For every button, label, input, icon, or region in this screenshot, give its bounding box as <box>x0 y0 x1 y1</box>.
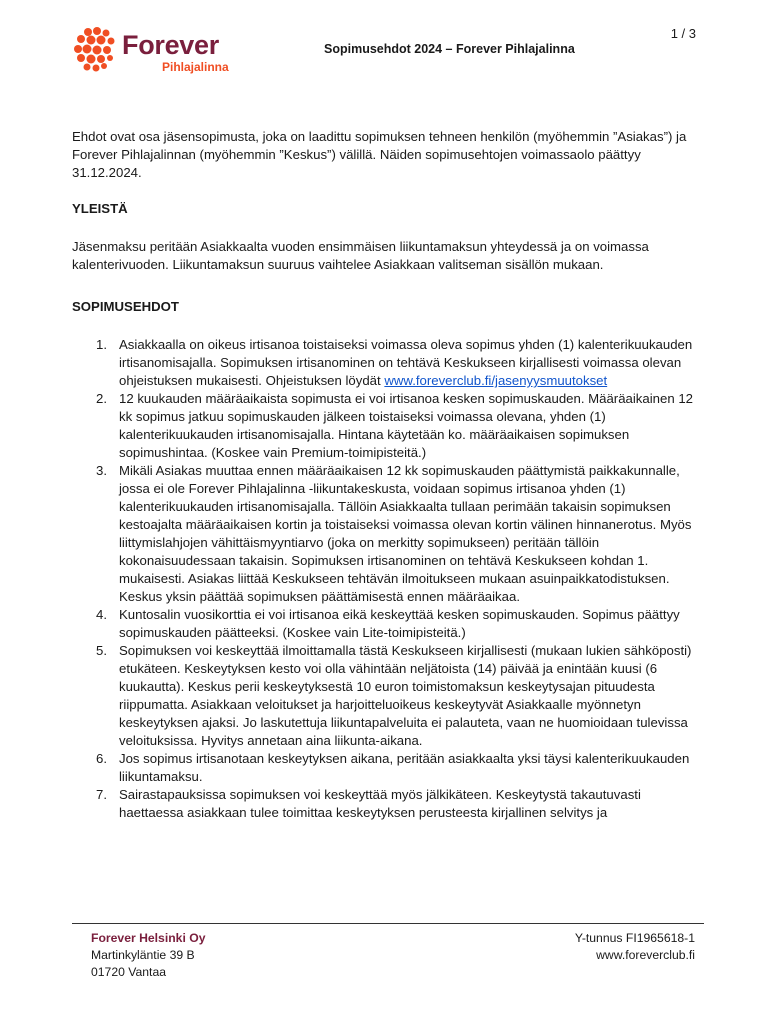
intro-paragraph: Ehdot ovat osa jäsensopimusta, joka on laadittu sopimuksen tehneen henkilön (myöhemmin ”Asiakas”) ja Forever Pihlajalinnan (myöhemmin ”Keskus”) välillä. Näiden sopimusehtojen voimassaolo päättyy 31.12.2024. <box>72 129 687 180</box>
list-item-number: 3. <box>96 463 107 478</box>
list-item <box>72 390 698 462</box>
footer-company-name: Forever Helsinki Oy <box>91 931 206 945</box>
list-item-text: Asiakkaalla on oikeus irtisanoa toistaiseksi voimassa oleva sopimus yhden (1) kalenterikuukauden irtisanomisajalla. Sopimuksen irtisanominen on tehtävä Keskukseen kirjallisesti voimassa olevan ohjeistuksen mukaisesti. Ohjeistuksen löydät <box>119 337 693 388</box>
membership-changes-link[interactable]: www.foreverclub.fi/jasenyysmuutokset <box>384 373 608 388</box>
footer-address <box>91 930 205 981</box>
footer-divider <box>72 923 704 924</box>
list-item <box>72 606 698 642</box>
list-item-number: 4. <box>96 607 107 622</box>
list-item-number: 1. <box>96 337 107 352</box>
forever-logo <box>72 26 242 76</box>
section-heading-terms: SOPIMUSEHDOT <box>72 299 179 314</box>
list-item-text: 12 kuukauden määräaikaista sopimusta ei voi irtisanoa kesken sopimuskauden. Määräaikainen 12 kk sopimus jatkuu sopimuskauden jälkeen toistaiseksi voimassa olevana, yhden (1) kalenterikuukauden irtisanomisajalla. Hintana käytetään ko. määräaikaisen sopimuksen sopimushintaa. (Koskee vain Premium-toimipisteitä.) <box>119 391 693 460</box>
terms-list <box>72 336 698 822</box>
page-number: 1 / 3 <box>670 26 696 41</box>
list-item-text: Jos sopimus irtisanotaan keskeytyksen aikana, peritään asiakkaalta yksi täysi kalenterikuukauden liikuntamaksu. <box>119 751 690 784</box>
footer-business-id: Y-tunnus FI1965618-1 <box>574 931 695 945</box>
logo-brand-text: Forever <box>122 30 219 60</box>
logo-sub-text: Pihlajalinna <box>162 60 229 74</box>
footer-website: www.foreverclub.fi <box>596 948 695 962</box>
list-item-text: Sairastapauksissa sopimuksen voi keskeyttää myös jälkikäteen. Keskeytystä takautuvasti haettaessa asiakkaan tulee toimittaa keskeytyksen perusteesta kirjallinen selvitys ja <box>119 787 641 820</box>
list-item <box>72 462 698 606</box>
list-item <box>72 336 698 390</box>
section-heading-general: YLEISTÄ <box>72 201 128 216</box>
list-item-number: 6. <box>96 751 107 766</box>
list-item-text: Kuntosalin vuosikorttia ei voi irtisanoa eikä keskeyttää kesken sopimuskauden. Sopimus päättyy sopimuskauden päätteeksi. (Koskee vain Lite-toimipisteitä.) <box>119 607 680 640</box>
footer-info <box>575 930 695 964</box>
document-title: Sopimusehdot 2024 – Forever Pihlajalinna <box>324 42 575 56</box>
logo-dots-icon <box>72 26 120 74</box>
list-item-number: 2. <box>96 391 107 406</box>
list-item-text: Mikäli Asiakas muuttaa ennen määräaikaisen 12 kk sopimuskauden päättymistä paikkakunnalle, jossa ei ole Forever Pihlajalinna -liikuntakeskusta, voidaan sopimus irtisanoa yhden (1) kalenterikuukauden irtisanomisajalla. Tällöin Asiakkaalta tullaan perimään takaisin sopimuksen kestoajalta määräaikaisen kortin ja toistaiseksi voimassa olevan kortin välinen hinnanerotus. Myös liittymislahjojen vähittäismyyntiarvo (joka on merkitty sopimukseen) peritään tällöin kokonaisuudessaan takaisin. Sopimuksen irtisanominen on tehtävä Keskukseen kohdan 1. mukaisesti. Asiakas liittää Keskukseen tehtävän ilmoitukseen mukaan asuinpaikkatodistuksen. Keskus yksin päättää sopimuksen päättämisestä ennen määräaikaa. <box>119 463 692 604</box>
document-body <box>72 128 698 822</box>
list-item <box>72 786 698 822</box>
list-item-number: 5. <box>96 643 107 658</box>
footer-street: Martinkyläntie 39 B <box>91 948 195 962</box>
general-paragraph: Jäsenmaksu peritään Asiakkaalta vuoden ensimmäisen liikuntamaksun yhteydessä ja on voimassa kalenterivuoden. Liikuntamaksun suuruus vaihtelee Asiakkaan valitseman sisällön mukaan. <box>72 239 649 272</box>
list-item-text: Sopimuksen voi keskeyttää ilmoittamalla tästä Keskukseen kirjallisesti (mukaan lukien sähköposti) etukäteen. Keskeytyksen kesto voi olla vähintään neljätoista (14) päivää ja enintään kuusi (6 kuukautta). Keskus perii keskeytyksestä 10 euron toimistomaksun keskeytysajan pituudesta riippumatta. Asiakkaan veloitukset ja harjoitteluoikeus keskeytyvät Asiakkaalle myönnetyn keskeytyksen ajaksi. Jo laskutettuja liikuntapalveluita ei palauteta, vaan ne huomioidaan tulevissa veloituksissa. Hyvitys annetaan aina liikunta-aikana. <box>119 643 692 748</box>
list-item <box>72 642 698 750</box>
list-item-number: 7. <box>96 787 107 802</box>
list-item <box>72 750 698 786</box>
footer-city: 01720 Vantaa <box>91 965 166 979</box>
